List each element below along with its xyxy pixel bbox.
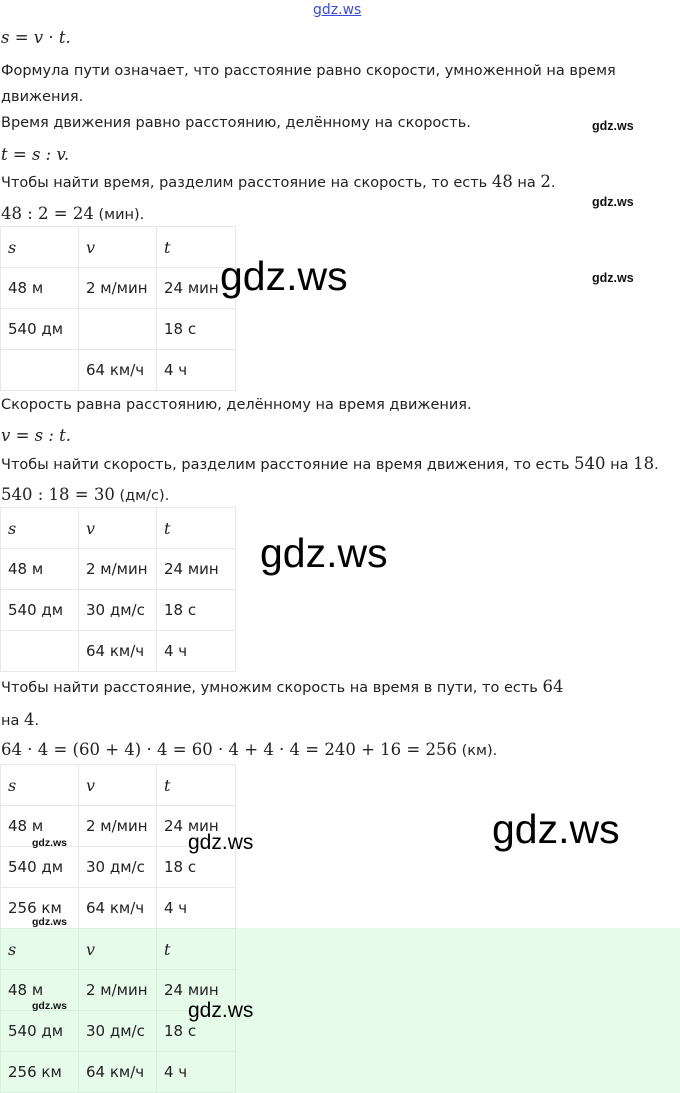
calc-speed <box>1 485 169 504</box>
table-cell: 18 с <box>157 847 236 888</box>
table-cell: 540 дм <box>1 1011 79 1052</box>
table-cell: 540 дм <box>1 309 79 350</box>
watermark: gdz.ws <box>592 119 634 133</box>
table-header-row <box>1 929 236 970</box>
paragraph-formula-meaning: Формула пути означает, что расстояние равно скорости, умноженной на время <box>1 63 616 79</box>
header-cell: v <box>79 227 157 268</box>
table-row <box>1 1052 236 1093</box>
expression: 64 · 4 = (60 + 4) · 4 = 60 · 4 + 4 · 4 = 240 + 16 = 256 <box>1 740 457 759</box>
table-cell: 24 мин <box>157 549 236 590</box>
table-cell: 24 мин <box>157 970 236 1011</box>
table-cell: 30 дм/с <box>79 1011 157 1052</box>
table-row <box>1 549 236 590</box>
header-cell: s <box>1 227 79 268</box>
unit: (дм/с). <box>114 488 170 504</box>
paragraph-find-speed <box>1 454 659 473</box>
paragraph-time-definition: Время движения равно расстоянию, делённому на скорость. <box>1 115 471 131</box>
table-cell: 2 м/мин <box>79 268 157 309</box>
table-row <box>1 309 236 350</box>
watermark: gdz.ws <box>592 271 634 285</box>
table-cell <box>79 309 157 350</box>
table-cell: 48 м <box>1 268 79 309</box>
table-cell: 64 км/ч <box>79 888 157 929</box>
table-cell: 2 м/мин <box>79 549 157 590</box>
table-row <box>1 268 236 309</box>
table-cell: 2 м/мин <box>79 970 157 1011</box>
table-cell: 48 м <box>1 970 79 1011</box>
table-cell: 30 дм/с <box>79 847 157 888</box>
header-cell: t <box>157 765 236 806</box>
text: . <box>550 175 556 191</box>
number: 4 <box>23 710 35 729</box>
formula-t: t = s : v. <box>1 145 70 164</box>
text: на <box>1 713 24 729</box>
table-cell: 18 с <box>157 309 236 350</box>
formula-s: s = v · t. <box>1 28 71 47</box>
watermark-large: gdz.ws <box>492 806 620 852</box>
table-cell <box>1 350 79 391</box>
table-cell: 48 м <box>1 806 79 847</box>
watermark-small: gdz.ws <box>32 1000 68 1012</box>
table-cell: 4 ч <box>157 631 236 672</box>
watermark: gdz.ws <box>592 195 634 209</box>
unit: (км). <box>456 743 498 759</box>
header-cell: v <box>79 765 157 806</box>
formula-v: v = s : t. <box>1 426 72 445</box>
unit: (мин). <box>93 207 145 223</box>
expression: 540 : 18 = 30 <box>1 485 115 504</box>
paragraph-find-distance <box>1 677 563 696</box>
number: 540 <box>574 454 606 473</box>
text: . <box>654 457 659 473</box>
paragraph-formula-meaning-cont: движения. <box>1 89 84 105</box>
table-header-row <box>1 765 236 806</box>
calc-distance <box>1 740 497 759</box>
paragraph-find-distance-cont <box>1 710 39 729</box>
number: 48 <box>491 172 513 191</box>
table-row <box>1 590 236 631</box>
table-cell: 256 км <box>1 1052 79 1093</box>
number: 2 <box>540 172 551 191</box>
table-cell: 2 м/мин <box>79 806 157 847</box>
table-1 <box>0 226 236 391</box>
number: 18 <box>633 454 655 473</box>
header-cell: s <box>1 765 79 806</box>
table-cell: 30 дм/с <box>79 590 157 631</box>
text: . <box>34 713 40 729</box>
text: Чтобы найти скорость, разделим расстояние на время движения, то есть <box>1 457 575 473</box>
text: Чтобы найти время, разделим расстояние на скорость, то есть <box>1 175 492 191</box>
paragraph-find-time <box>1 172 556 191</box>
header-cell: t <box>157 929 236 970</box>
table-cell: 64 км/ч <box>79 350 157 391</box>
text: на <box>605 457 634 473</box>
text: Чтобы найти расстояние, умножим скорость на время в пути, то есть <box>1 680 543 696</box>
table-cell: 64 км/ч <box>79 631 157 672</box>
table-header-row <box>1 508 236 549</box>
table-2 <box>0 507 236 672</box>
table-row <box>1 631 236 672</box>
watermark-small: gdz.ws <box>32 837 68 849</box>
header-cell: t <box>157 508 236 549</box>
table-cell: 4 ч <box>157 888 236 929</box>
paragraph-speed-definition: Скорость равна расстоянию, делённому на время движения. <box>1 397 472 413</box>
header-cell: t <box>157 227 236 268</box>
header-cell: v <box>79 508 157 549</box>
table-row <box>1 350 236 391</box>
number: 64 <box>542 677 564 696</box>
site-link[interactable]: gdz.ws <box>313 2 362 18</box>
table-cell: 64 км/ч <box>79 1052 157 1093</box>
table-cell: 18 с <box>157 1011 236 1052</box>
table-cell: 256 км <box>1 888 79 929</box>
table-header-row <box>1 227 236 268</box>
table-cell: 4 ч <box>157 350 236 391</box>
table-cell: 24 мин <box>157 268 236 309</box>
expression: 48 : 2 = 24 <box>1 204 94 223</box>
header-cell: s <box>1 929 79 970</box>
table-cell: 18 с <box>157 590 236 631</box>
text: на <box>512 175 541 191</box>
header-cell: v <box>79 929 157 970</box>
watermark-large: gdz.ws <box>260 530 388 576</box>
watermark-small: gdz.ws <box>32 916 68 928</box>
table-cell <box>1 631 79 672</box>
table-cell: 540 дм <box>1 590 79 631</box>
table-cell: 48 м <box>1 549 79 590</box>
table-cell: 540 дм <box>1 847 79 888</box>
watermark-medium: gdz.ws <box>188 831 254 854</box>
table-cell: 24 мин <box>157 806 236 847</box>
watermark-medium: gdz.ws <box>188 999 254 1022</box>
table-cell: 4 ч <box>157 1052 236 1093</box>
calc-time <box>1 204 144 223</box>
watermark-large: gdz.ws <box>220 253 348 299</box>
header-cell: s <box>1 508 79 549</box>
